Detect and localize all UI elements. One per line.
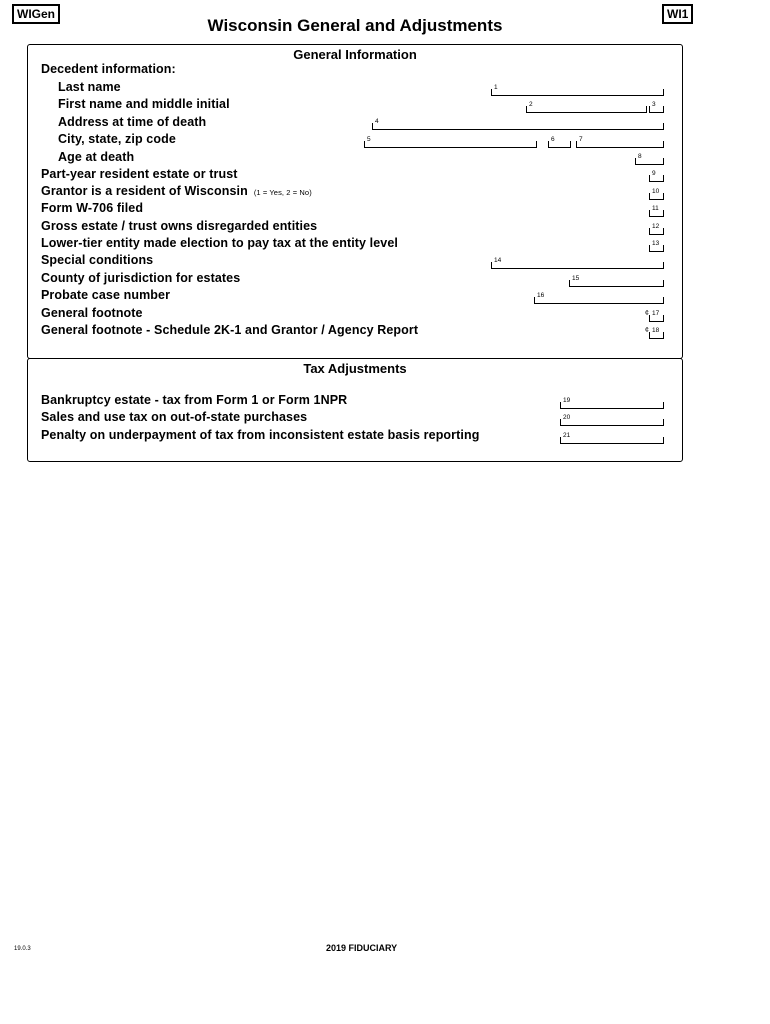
label-part-year-resident: Part-year resident estate or trust bbox=[41, 167, 238, 181]
label-city-state-zip: City, state, zip code bbox=[58, 132, 176, 146]
field-18[interactable] bbox=[649, 327, 664, 339]
field-9[interactable] bbox=[649, 170, 664, 182]
label-bankruptcy-estate: Bankruptcy estate - tax from Form 1 or Form 1NPR bbox=[41, 393, 348, 407]
field-20-number: 20 bbox=[563, 414, 571, 421]
decedent-heading: Decedent information: bbox=[41, 62, 176, 76]
grantor-resident-note: (1 = Yes, 2 = No) bbox=[253, 188, 312, 197]
label-address: Address at time of death bbox=[58, 115, 207, 129]
field-16-number: 16 bbox=[537, 292, 545, 299]
label-disregarded-entities: Gross estate / trust owns disregarded entities bbox=[41, 219, 318, 233]
field-13[interactable] bbox=[649, 240, 664, 252]
field-1-number: 1 bbox=[494, 84, 498, 91]
field-10[interactable] bbox=[649, 188, 664, 200]
field-11[interactable] bbox=[649, 205, 664, 217]
field-17-number: 17 bbox=[652, 310, 660, 317]
form-code-tag: WIGen bbox=[12, 4, 60, 24]
field-14-number: 14 bbox=[494, 257, 502, 264]
label-special-conditions: Special conditions bbox=[41, 253, 154, 267]
field-4-number: 4 bbox=[375, 118, 379, 125]
field-21-number: 21 bbox=[563, 432, 571, 439]
page-title: Wisconsin General and Adjustments bbox=[207, 16, 503, 35]
field-17[interactable] bbox=[649, 310, 664, 322]
field-3-number: 3 bbox=[652, 101, 656, 108]
field-1[interactable] bbox=[491, 84, 664, 96]
footnote-mark-18: ¢ bbox=[645, 327, 649, 334]
version-number: 19.0.3 bbox=[14, 946, 31, 952]
field-19[interactable] bbox=[560, 397, 664, 409]
field-13-number: 13 bbox=[652, 240, 660, 247]
field-20[interactable] bbox=[560, 414, 664, 426]
label-first-name: First name and middle initial bbox=[58, 97, 230, 111]
general-information-heading: General Information bbox=[293, 47, 417, 62]
field-2-number: 2 bbox=[529, 101, 533, 108]
label-lower-tier-entity: Lower-tier entity made election to pay tax at the entity level bbox=[41, 236, 398, 250]
field-7[interactable] bbox=[576, 136, 664, 148]
field-6-number: 6 bbox=[551, 136, 555, 143]
field-19-number: 19 bbox=[563, 397, 571, 404]
field-15-number: 15 bbox=[572, 275, 580, 282]
field-3[interactable] bbox=[649, 101, 664, 113]
form-id-tag: WI1 bbox=[662, 4, 693, 24]
field-7-number: 7 bbox=[579, 136, 583, 143]
field-12-number: 12 bbox=[652, 223, 660, 230]
field-21[interactable] bbox=[560, 432, 664, 444]
field-10-number: 10 bbox=[652, 188, 660, 195]
tax-adjustments-heading: Tax Adjustments bbox=[303, 361, 407, 376]
label-age-at-death: Age at death bbox=[58, 150, 135, 164]
field-18-number: 18 bbox=[652, 327, 660, 334]
field-11-number: 11 bbox=[652, 205, 659, 212]
label-probate-case: Probate case number bbox=[41, 288, 171, 302]
field-8[interactable] bbox=[635, 153, 664, 165]
label-penalty-underpayment: Penalty on underpayment of tax from inconsistent estate basis reporting bbox=[41, 428, 480, 442]
field-4[interactable] bbox=[372, 118, 664, 130]
field-8-number: 8 bbox=[638, 153, 642, 160]
field-5-number: 5 bbox=[367, 136, 371, 143]
label-last-name: Last name bbox=[58, 80, 121, 94]
label-sales-use-tax: Sales and use tax on out-of-state purchases bbox=[41, 410, 308, 424]
field-14[interactable] bbox=[491, 257, 664, 269]
label-general-footnote-2k1: General footnote - Schedule 2K-1 and Grantor / Agency Report bbox=[41, 323, 419, 337]
field-15[interactable] bbox=[569, 275, 664, 287]
field-16[interactable] bbox=[534, 292, 664, 304]
label-county-jurisdiction: County of jurisdiction for estates bbox=[41, 271, 241, 285]
label-form-w706: Form W-706 filed bbox=[41, 201, 144, 215]
field-2[interactable] bbox=[526, 101, 647, 113]
field-9-number: 9 bbox=[652, 170, 656, 177]
label-grantor-resident bbox=[41, 184, 312, 198]
form-footer-label: 2019 FIDUCIARY bbox=[326, 943, 398, 953]
field-5[interactable] bbox=[364, 136, 537, 148]
label-general-footnote: General footnote bbox=[41, 306, 143, 320]
label-grantor-resident-text: Grantor is a resident of Wisconsin bbox=[41, 184, 248, 198]
field-6[interactable] bbox=[548, 136, 571, 148]
footnote-mark-17: ¢ bbox=[645, 310, 649, 317]
field-12[interactable] bbox=[649, 223, 664, 235]
